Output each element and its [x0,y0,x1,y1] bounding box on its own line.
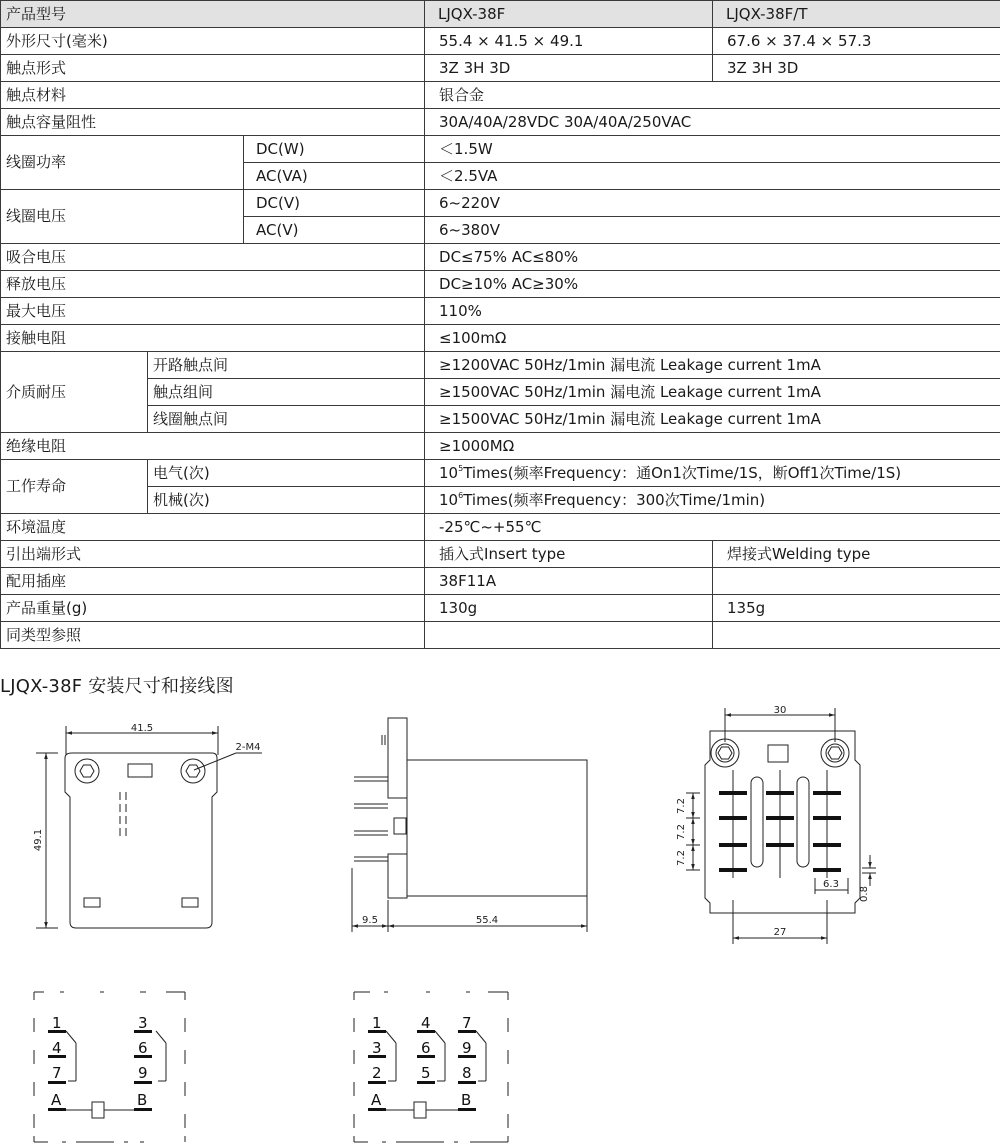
table-row [1,487,1000,514]
max-voltage-value: 110% [425,298,1000,325]
wiring-a-pin: 9 [138,1064,148,1082]
ambient-temp-label: 环境温度 [1,514,425,541]
wiring-b-pin: 3 [372,1039,382,1057]
header-label: 产品型号 [1,1,425,28]
reference-b [713,622,1000,649]
contact-resistance-label: 接触电阻 [1,325,425,352]
table-header-row [1,1,1000,28]
socket-b [713,568,1000,595]
reference-a [425,622,713,649]
drawings [0,700,1000,1146]
table-row [1,433,1000,460]
dielectric-label: 介质耐压 [1,352,148,433]
header-model-a: LJQX-38F [425,1,713,28]
table-row [1,379,1000,406]
coil-power-ac-label: AC(VA) [244,163,425,190]
table-row [1,541,1000,568]
insulation-value: ≥1000MΩ [425,433,1000,460]
weight-b: 135g [713,595,1000,622]
table-row [1,595,1000,622]
dielectric-sub-3: 线圈触点间 [148,406,425,433]
life-mechanical-label: 机械(次) [148,487,425,514]
coil-voltage-ac-value: 6~380V [425,217,1000,244]
contact-material-value: 银合金 [425,82,1000,109]
bottom-top-label: 30 [773,705,787,716]
contact-capacity-label: 触点容量阻性 [1,109,425,136]
life-mechanical-text: Times(频率Frequency：300次Time/1min) [463,490,766,509]
header-model-b: LJQX-38F/T [713,1,1000,28]
dimensions-b: 67.6 × 37.4 × 57.3 [713,28,1000,55]
wiring-a-pin: 3 [138,1014,148,1032]
dimensions-a: 55.4 × 41.5 × 49.1 [425,28,713,55]
wiring-b-pin: 5 [421,1064,431,1082]
life-electrical-exp: 5 [458,463,464,473]
socket-label: 配用插座 [1,568,425,595]
bottom-thickness-label: 0.8 [859,886,870,902]
contact-capacity-value: 30A/40A/28VDC 30A/40A/250VAC [425,109,1000,136]
dimensions-label: 外形尺寸(毫米) [1,28,425,55]
front-view-drawing [36,726,262,928]
contact-form-label: 触点形式 [1,55,425,82]
table-row [1,271,1000,298]
insulation-label: 绝缘电阻 [1,433,425,460]
wiring-b-pin: 9 [462,1039,472,1057]
dielectric-sub-1: 开路触点间 [148,352,425,379]
life-label: 工作寿命 [1,460,148,514]
reference-label: 同类型参照 [1,622,425,649]
dielectric-value-3: ≥1500VAC 50Hz/1min 漏电流 Leakage current 1mA [425,406,1000,433]
dielectric-sub-2: 触点组间 [148,379,425,406]
socket-a: 38F11A [425,568,713,595]
ambient-temp-value: -25℃~+55℃ [425,514,1000,541]
weight-a: 130g [425,595,713,622]
table-row [1,298,1000,325]
table-row [1,568,1000,595]
terminal-label: 引出端形式 [1,541,425,568]
bottom-pitch-label-1: 7.2 [676,798,687,814]
wiring-b-pin: 7 [462,1014,472,1032]
life-electrical-base: 10 [439,463,459,482]
table-row [1,109,1000,136]
wiring-b-pin: 8 [462,1064,472,1082]
table-row [1,28,1000,55]
section-title: LJQX-38F 安装尺寸和接线图 [0,676,234,697]
table-row [1,136,1000,163]
life-mechanical-exp: 6 [458,490,464,500]
terminal-a: 插入式Insert type [425,541,713,568]
table-row [1,460,1000,487]
wiring-a-pin: 7 [52,1064,62,1082]
side-pin-label: 9.5 [362,915,378,926]
wiring-b-pin: 2 [372,1064,382,1082]
table-row [1,190,1000,217]
wiring-b-coil: A [371,1091,382,1109]
front-width-label: 41.5 [130,723,154,734]
front-thread-label: 2-M4 [235,742,261,753]
pickup-voltage-value: DC≤75% AC≤80% [425,244,1000,271]
terminal-b: 焊接式Welding type [713,541,1000,568]
coil-power-ac-value: ＜2.5VA [425,163,1000,190]
contact-form-b: 3Z 3H 3D [713,55,1000,82]
table-row [1,325,1000,352]
table-row [1,55,1000,82]
table-row [1,406,1000,433]
wiring-b-pin: 4 [421,1014,431,1032]
pickup-voltage-label: 吸合电压 [1,244,425,271]
contact-form-a: 3Z 3H 3D [425,55,713,82]
bottom-pin-label: 6.3 [823,879,839,890]
coil-power-dc-value: ＜1.5W [425,136,1000,163]
dielectric-value-1: ≥1200VAC 50Hz/1min 漏电流 Leakage current 1mA [425,352,1000,379]
life-mechanical-base: 10 [439,490,459,509]
contact-resistance-value: ≤100mΩ [425,325,1000,352]
max-voltage-label: 最大电压 [1,298,425,325]
table-row [1,514,1000,541]
side-body-label: 55.4 [475,915,499,926]
wiring-a-coil: B [137,1091,148,1109]
bottom-pitch-label-2: 7.2 [676,824,687,840]
table-row [1,352,1000,379]
wiring-a-pin: 6 [138,1039,148,1057]
coil-voltage-label: 线圈电压 [1,190,244,244]
wiring-b-pin: 1 [372,1014,382,1032]
release-voltage-value: DC≥10% AC≥30% [425,271,1000,298]
bottom-view-drawing [686,708,876,944]
contact-material-label: 触点材料 [1,82,425,109]
coil-voltage-dc-label: DC(V) [244,190,425,217]
wiring-b-coil: B [461,1091,472,1109]
bottom-bottom-label: 27 [773,927,787,938]
dielectric-value-2: ≥1500VAC 50Hz/1min 漏电流 Leakage current 1mA [425,379,1000,406]
front-height-label: 49.1 [33,828,44,852]
life-electrical-label: 电气(次) [148,460,425,487]
life-electrical-text: Times(频率Frequency：通On1次Time/1S，断Off1次Time/1S) [463,463,902,482]
life-electrical-value [425,460,1000,487]
wiring-a-pin: 1 [52,1014,62,1032]
table-row [1,622,1000,649]
coil-power-label: 线圈功率 [1,136,244,190]
coil-power-dc-label: DC(W) [244,136,425,163]
coil-voltage-ac-label: AC(V) [244,217,425,244]
side-view-drawing [352,718,587,932]
coil-voltage-dc-value: 6~220V [425,190,1000,217]
wiring-a-coil: A [51,1091,62,1109]
table-row [1,244,1000,271]
wiring-b-pin: 6 [421,1039,431,1057]
release-voltage-label: 释放电压 [1,271,425,298]
table-row [1,82,1000,109]
wiring-a-pin: 4 [52,1039,62,1057]
life-mechanical-value [425,487,1000,514]
bottom-pitch-label-3: 7.2 [676,850,687,866]
weight-label: 产品重量(g) [1,595,425,622]
